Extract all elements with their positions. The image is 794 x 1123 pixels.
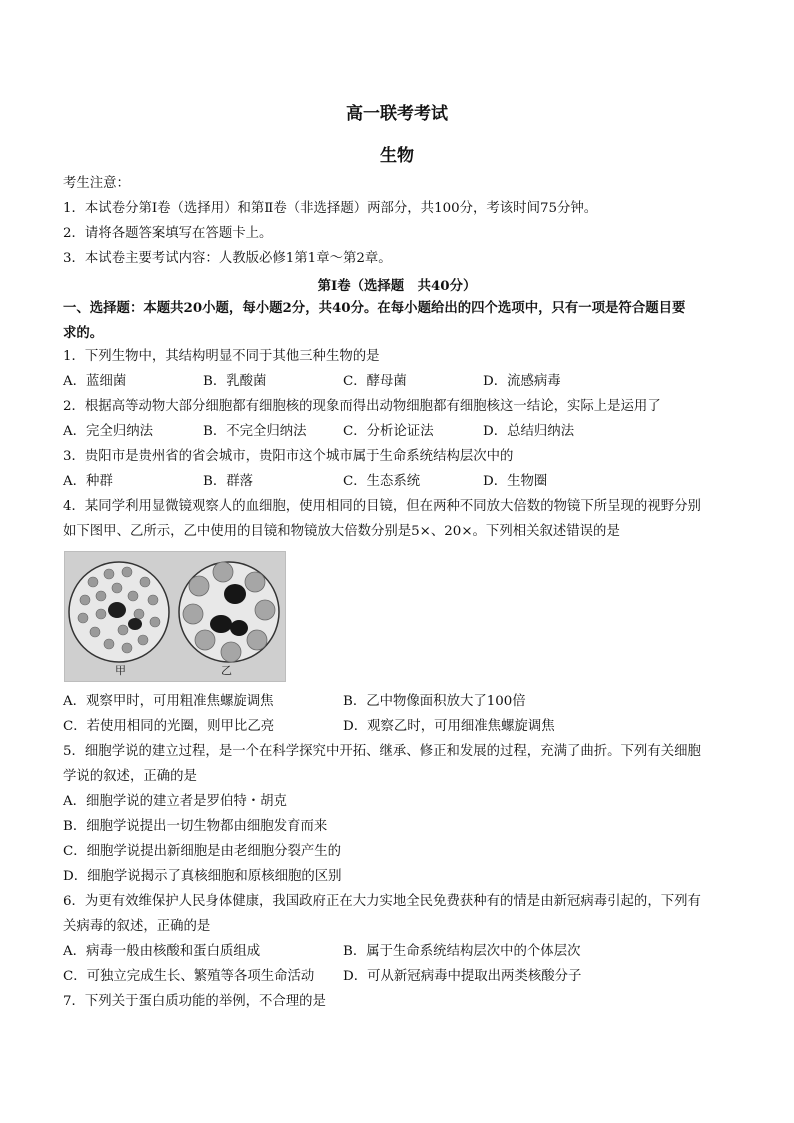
q6-stem-line2: 关病毒的叙述，正确的是 xyxy=(63,919,211,934)
microscope-views-illustration xyxy=(65,552,285,681)
q5-option-d: D．细胞学说揭示了真核细胞和原核细胞的区别 xyxy=(63,869,342,884)
q5-option-c: C．细胞学说提出新细胞是由老细胞分裂产生的 xyxy=(63,844,342,859)
part1-heading: 第Ⅰ卷（选择题 共40分） xyxy=(317,278,477,294)
q1-option-b: B．乳酸菌 xyxy=(203,374,267,389)
q3-option-d: D．生物圈 xyxy=(483,474,548,489)
q5-stem-line1: 5．细胞学说的建立过程，是一个在科学探究中开拓、继承、修正和发展的过程，充满了曲折。下列有关细胞 xyxy=(63,744,701,759)
q1-stem: 1．下列生物中，其结构明显不同于其他三种生物的是 xyxy=(63,349,380,364)
q2-stem: 2．根据高等动物大部分细胞都有细胞核的现象而得出动物细胞都有细胞核这一结论，实际上是运用了 xyxy=(63,399,661,414)
q2-option-b: B．不完全归纳法 xyxy=(203,424,307,439)
microscope-figure xyxy=(64,551,286,682)
q4-option-d: D．观察乙时，可用细准焦螺旋调焦 xyxy=(343,719,555,734)
q6-option-b: B．属于生命系统结构层次中的个体层次 xyxy=(343,944,581,959)
q4-option-b: B．乙中物像面积放大了100倍 xyxy=(343,694,526,709)
figure-label-jia: 甲 xyxy=(115,664,126,677)
q7-stem: 7．下列关于蛋白质功能的举例，不合理的是 xyxy=(63,994,326,1009)
q4-stem-line1: 4．某同学利用显微镜观察人的血细胞，使用相同的目镜，但在两种不同放大倍数的物镜下所呈现的视野分别 xyxy=(63,499,701,514)
q5-option-b: B．细胞学说提出一切生物都由细胞发育而来 xyxy=(63,819,328,834)
q4-option-a: A．观察甲时，可用粗准焦螺旋调焦 xyxy=(63,694,274,709)
q5-stem-line2: 学说的叙述，正确的是 xyxy=(63,769,197,784)
notice-item-3: 3．本试卷主要考试内容：人教版必修1第1章～第2章。 xyxy=(63,251,392,266)
q6-option-d: D．可从新冠病毒中提取出两类核酸分子 xyxy=(343,969,582,984)
part1-instruction-line1: 一、选择题：本题共20小题，每小题2分，共40分。在每小题给出的四个选项中，只有一项是符合题目要 xyxy=(63,300,686,316)
q3-stem: 3．贵阳市是贵州省的省会城市，贵阳市这个城市属于生命系统结构层次中的 xyxy=(63,449,514,464)
q2-option-d: D．总结归纳法 xyxy=(483,424,575,439)
q1-option-c: C．酵母菌 xyxy=(343,374,407,389)
q6-stem-line1: 6．为更有效维保护人民身体健康，我国政府正在大力实地全民免费获种有的情是由新冠病毒引起的，下列有 xyxy=(63,894,701,909)
notice-heading: 考生注意： xyxy=(63,176,130,191)
q4-option-c: C．若使用相同的光圈，则甲比乙亮 xyxy=(63,719,275,734)
notice-item-2: 2．请将各题答案填写在答题卡上。 xyxy=(63,226,273,241)
q6-option-c: C．可独立完成生长、繁殖等各项生命活动 xyxy=(63,969,315,984)
q2-option-c: C．分析论证法 xyxy=(343,424,434,439)
figure-label-yi: 乙 xyxy=(221,664,232,677)
q3-option-b: B．群落 xyxy=(203,474,254,489)
q4-stem-line2: 如下图甲、乙所示，乙中使用的目镜和物镜放大倍数分别是5×、20×。下列相关叙述错误的是 xyxy=(63,524,620,539)
q3-option-c: C．生态系统 xyxy=(343,474,421,489)
q5-option-a: A．细胞学说的建立者是罗伯特・胡克 xyxy=(63,794,287,809)
exam-title: 高一联考考试 xyxy=(346,104,448,124)
q2-option-a: A．完全归纳法 xyxy=(63,424,154,439)
q1-option-d: D．流感病毒 xyxy=(483,374,561,389)
q1-option-a: A．蓝细菌 xyxy=(63,374,127,389)
q6-option-a: A．病毒一般由核酸和蛋白质组成 xyxy=(63,944,261,959)
part1-instruction-line2: 求的。 xyxy=(63,325,104,341)
q3-option-a: A．种群 xyxy=(63,474,113,489)
subject-title: 生物 xyxy=(380,146,414,166)
notice-item-1: 1．本试卷分第Ⅰ卷（选择用）和第Ⅱ卷（非选择题）两部分，共100分，考该时间75分钟。 xyxy=(63,201,598,216)
